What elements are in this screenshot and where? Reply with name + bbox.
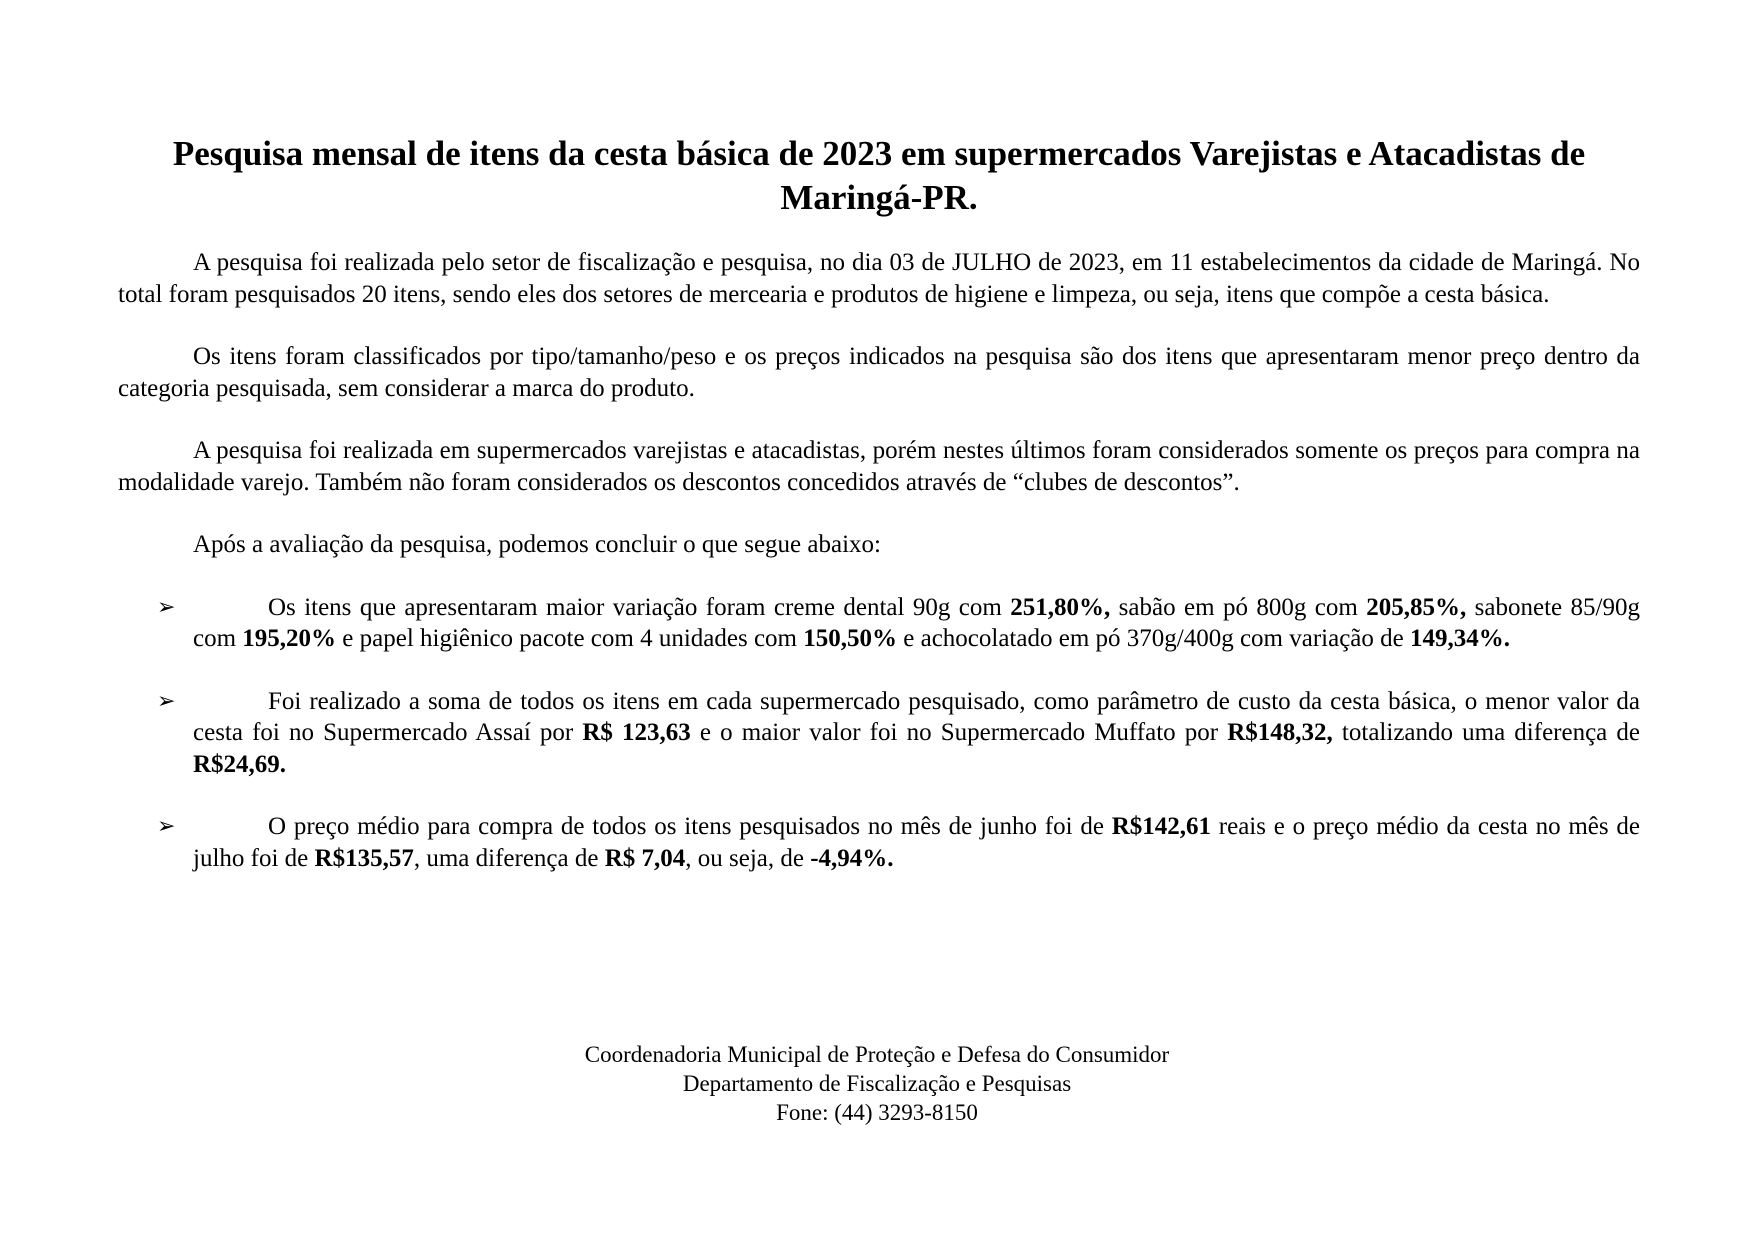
arrow-bullet-icon: ➢ — [157, 688, 176, 714]
arrow-bullet-icon: ➢ — [157, 814, 176, 839]
bullet-text: sabonete 85/90g com — [193, 593, 1640, 652]
footer-organization: Coordenadoria Municipal de Proteção e Defesa do Consumidor — [584, 1042, 1170, 1067]
bullet-text: e papel higiênico pacote com 4 unidades com — [336, 625, 804, 652]
bullet-text: totalizando uma diferença de — [1332, 719, 1640, 746]
bullet-value: 150,50% — [803, 625, 897, 652]
bullet-value: 205,85%, — [1366, 593, 1467, 621]
bullet-text: sabão em pó 800g com — [1110, 593, 1367, 621]
bullet-text: , uma diferença de — [413, 844, 605, 872]
list-item-variation — [118, 592, 1640, 655]
paragraph-research-info: A pesquisa foi realizada pelo setor de fiscalização e pesquisa, no dia 03 de JULHO de 2023, em 11 estabelecimentos da cidade de Maringá. No total foram pesquisados 20 itens, sendo eles dos setores de mercearia e produtos de higiene e limpeza, ou seja, itens que compõe a cesta básica. — [118, 249, 1640, 308]
paragraph-conclusion-intro: Após a avaliação da pesquisa, podemos concluir o que segue abaixo: — [193, 531, 881, 558]
paragraph-classification: Os itens foram classificados por tipo/tamanho/peso e os preços indicados na pesquisa são dos itens que apresentaram menor preço dentro da categoria pesquisada, sem considerar a marca do produto. — [118, 343, 1640, 402]
arrow-bullet-icon: ➢ — [157, 594, 176, 620]
bullet-text: , ou seja, de — [685, 844, 811, 872]
footer-phone: Fone: (44) 3293-8150 — [776, 1100, 978, 1125]
list-item-average-price — [118, 811, 1640, 874]
bullet-text: Foi realizado a soma de todos os itens em cada supermercado pesquisado, como parâmetro de custo da cesta básica, o menor valor da cesta foi no Supermercado Assaí por — [193, 687, 1640, 746]
document-page — [118, 132, 1640, 905]
bullet-text: reais e o preço médio da cesta no mês de julho foi de — [193, 813, 1640, 872]
paragraph-retail-wholesale: A pesquisa foi realizada em supermercados varejistas e atacadistas, porém nestes últimos foram considerados somente os preços para compra na modalidade varejo. Também não foram considerados os descontos concedidos através de “clubes de descontos”. — [118, 437, 1640, 496]
bullet-value: 195,20% — [242, 625, 337, 652]
bullet-value: R$24,69. — [193, 750, 287, 778]
document-title: Pesquisa mensal de itens da cesta básica de 2023 em supermercados Varejistas e Atacadistas de Maringá-PR. — [172, 134, 1586, 217]
list-item-basket-cost — [118, 686, 1640, 781]
bullet-text: O preço médio para compra de todos os itens pesquisados no mês de junho foi de — [268, 813, 1112, 840]
bullet-value: 251,80%, — [1010, 593, 1111, 621]
bullet-text: Os itens que apresentaram maior variação foram creme dental 90g com — [268, 593, 1011, 621]
bullet-value: R$148,32, — [1227, 719, 1333, 746]
conclusions-list — [118, 592, 1640, 875]
bullet-value: R$135,57 — [314, 844, 414, 872]
bullet-value: R$ 123,63 — [582, 719, 691, 746]
bullet-value: -4,94%. — [810, 844, 894, 872]
bullet-value: 149,34%. — [1410, 625, 1511, 652]
bullet-text: e o maior valor foi no Supermercado Muffato por — [690, 719, 1228, 746]
bullet-text: e achocolatado em pó 370g/400g com variação de — [897, 625, 1411, 652]
bullet-value: R$ 7,04 — [604, 844, 686, 872]
footer-department: Departamento de Fiscalização e Pesquisas — [682, 1071, 1072, 1096]
document-footer — [0, 1040, 1754, 1127]
bullet-value: R$142,61 — [1111, 813, 1211, 840]
